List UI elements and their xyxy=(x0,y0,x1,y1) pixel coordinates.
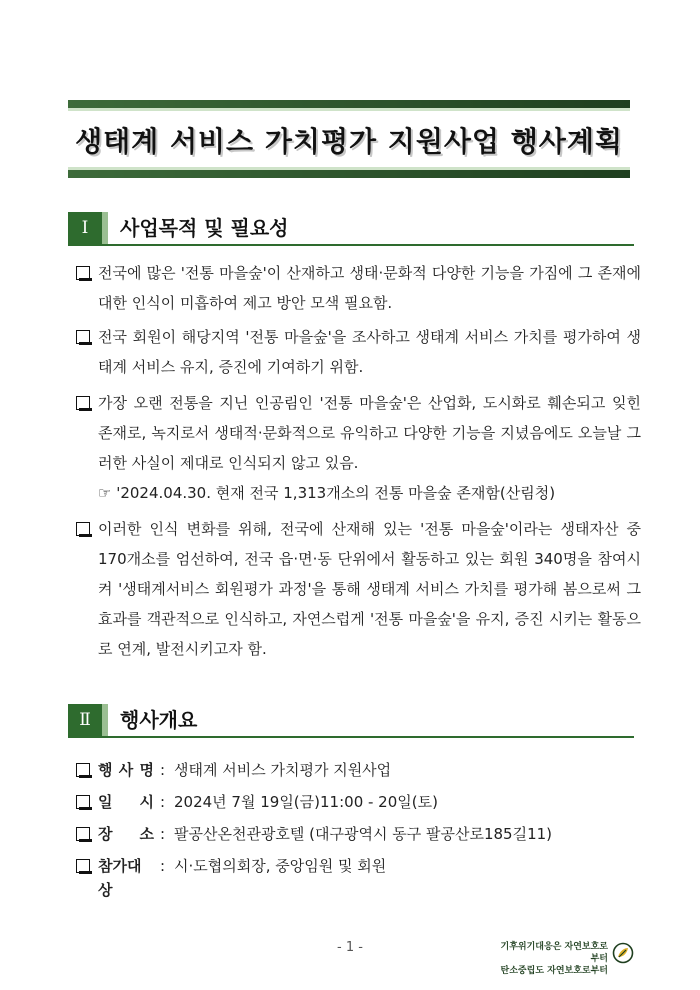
checkbox-icon xyxy=(76,763,90,777)
title-bar-top xyxy=(68,100,630,108)
checkbox-icon xyxy=(76,396,90,410)
checkbox-icon xyxy=(76,522,90,536)
slogan-line: 탄소중립도 자연보호로부터 xyxy=(500,966,608,976)
overview-label: 참가대상 xyxy=(98,857,142,899)
purpose-item xyxy=(76,258,641,318)
purpose-item xyxy=(76,322,641,382)
page-number: - 1 - xyxy=(337,940,363,955)
overview-label: 장 소 xyxy=(98,825,154,843)
slogan-line: 기후위기대응은 자연보호로부터 xyxy=(500,942,608,964)
purpose-text: 전국에 많은 '전통 마을숲'이 산재하고 생태·문화적 다양한 기능을 가짐에 그 존재에 대한 인식이 미흡하여 제고 방안 모색 필요함. xyxy=(98,264,641,312)
section-heading-1 xyxy=(68,212,634,246)
overview-colon: : xyxy=(160,857,166,875)
document-title-block xyxy=(68,100,630,180)
title-bar-bottom xyxy=(68,170,630,178)
purpose-text: 전국 회원이 해당지역 '전통 마을숲'을 조사하고 생태계 서비스 가치를 평가하여 생태계 서비스 유지, 증진에 기여하기 위함. xyxy=(98,328,641,376)
section-title: 사업목적 및 필요성 xyxy=(120,216,289,240)
overview-colon: : xyxy=(160,825,166,843)
purpose-item xyxy=(76,388,641,508)
footer-slogan xyxy=(498,941,608,977)
checkbox-icon xyxy=(76,827,90,841)
section-heading-2 xyxy=(68,704,634,738)
nature-logo-icon xyxy=(612,942,634,964)
purpose-text: 가장 오랜 전통을 지닌 인공림인 '전통 마을숲'은 산업화, 도시화로 훼손되고 잊힌 존재로, 녹지로서 생태적·문화적으로 유익하고 다양한 기능을 지녔음에도 오늘날 그러한 사실이 제대로 인식되지 않고 있음. xyxy=(98,394,641,472)
overview-colon: : xyxy=(160,793,166,811)
purpose-note: ☞ '2024.04.30. 현재 전국 1,313개소의 전통 마을숲 존재함(산림청) xyxy=(98,484,556,502)
checkbox-icon xyxy=(76,330,90,344)
checkbox-icon xyxy=(76,266,90,280)
overview-colon: : xyxy=(160,761,166,779)
overview-value: 2024년 7월 19일(금)11:00 - 20일(토) xyxy=(174,793,438,811)
section-number: Ⅱ xyxy=(68,704,102,736)
document-title: 생태계 서비스 가치평가 지원사업 행사계획 xyxy=(75,125,623,158)
overview-label: 일 시 xyxy=(98,793,154,811)
overview-label: 행 사 명 xyxy=(98,761,154,779)
section-title: 행사개요 xyxy=(120,708,198,732)
purpose-item xyxy=(76,514,641,664)
checkbox-icon xyxy=(76,859,90,873)
overview-value: 시·도협의회장, 중앙임원 및 회원 xyxy=(174,857,387,875)
section-number: Ⅰ xyxy=(68,212,102,244)
overview-value: 생태계 서비스 가치평가 지원사업 xyxy=(174,761,392,779)
checkbox-icon xyxy=(76,795,90,809)
purpose-text: 이러한 인식 변화를 위해, 전국에 산재해 있는 '전통 마을숲'이라는 생태자산 중 170개소를 엄선하여, 전국 읍·면·동 단위에서 활동하고 있는 회원 340명을 참여시켜 '생태계서비스 회원평가 과정'을 통해 생태계 서비스 가치를 평가해 봄으로써 그 효과를 객관적으로 인식하고, 자연스럽게 '전통 마을숲'을 유지, 증진 시키는 활동으로 연계, 발전시키고자 함. xyxy=(98,520,641,658)
overview-value: 팔공산온천관광호텔 (대구광역시 동구 팔공산로185길11) xyxy=(174,825,553,843)
